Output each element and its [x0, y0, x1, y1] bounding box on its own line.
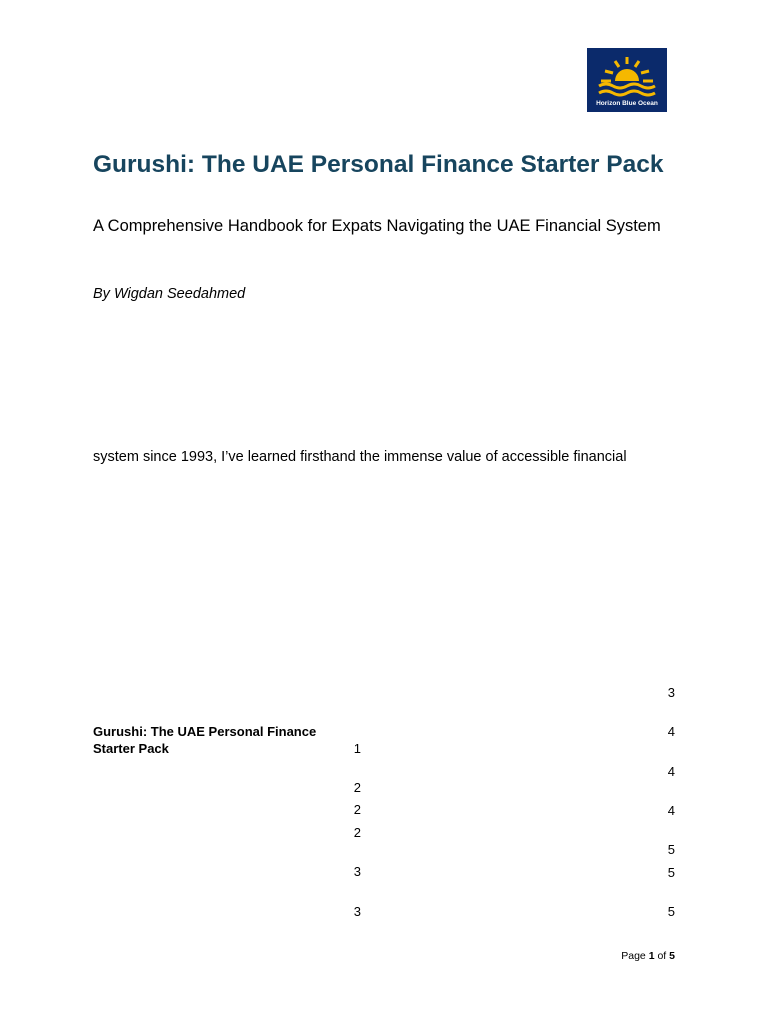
toc-page-number: 2: [353, 802, 361, 817]
document-title: Gurushi: The UAE Personal Finance Starter Pack: [93, 151, 664, 178]
body-text-fragment: system since 1993, I’ve learned firsthand the immense value of accessible financial: [93, 449, 627, 465]
toc-page-number: 4: [667, 724, 675, 739]
document-author: By Wigdan Seedahmed: [93, 286, 246, 302]
page-footer: [621, 950, 675, 962]
toc-page-number: 3: [667, 685, 675, 700]
logo-caption: Horizon Blue Ocean: [596, 100, 658, 107]
page-total: 5: [669, 950, 675, 962]
company-logo: [587, 48, 667, 112]
page-label: Page: [621, 950, 646, 962]
toc-page-number: 5: [667, 865, 675, 880]
toc-page-number: 1: [353, 741, 361, 756]
page-current: 1: [648, 950, 655, 962]
toc-page-number: 3: [353, 864, 361, 879]
toc-page-number: 3: [353, 904, 361, 919]
sun-over-waves-icon: [587, 48, 667, 100]
toc-heading: Gurushi: The UAE Personal Finance Starter Pack: [93, 724, 317, 756]
toc-page-number: 4: [667, 764, 675, 779]
toc-page-number: 5: [667, 904, 675, 919]
toc-page-number: 4: [667, 803, 675, 818]
toc-page-number: 2: [353, 825, 361, 840]
document-subtitle: A Comprehensive Handbook for Expats Navigating the UAE Financial System: [93, 217, 661, 235]
toc-page-number: 5: [667, 842, 675, 857]
page-of: of: [657, 950, 667, 962]
toc-page-number: 2: [353, 780, 361, 795]
